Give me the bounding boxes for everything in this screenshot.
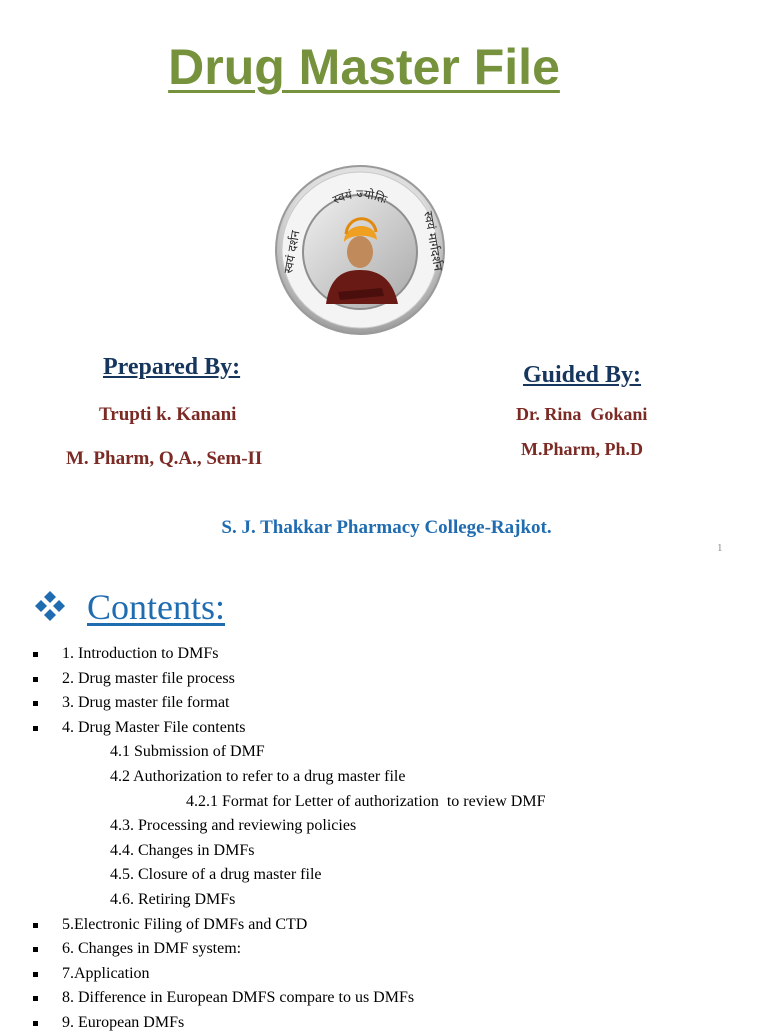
prepared-by-heading: Prepared By: — [103, 354, 241, 380]
college-emblem-logo — [274, 164, 446, 336]
contents-heading: Contents: — [87, 587, 226, 627]
square-bullet-icon — [33, 701, 38, 706]
toc-item-text: 4. Drug Master File contents — [62, 718, 246, 736]
toc-item — [0, 839, 768, 864]
toc-item-text: 7.Application — [62, 964, 150, 982]
toc-item — [0, 863, 768, 888]
toc-item-text: 4.2 Authorization to refer to a drug master file — [110, 767, 406, 785]
toc-item-text: 4.1 Submission of DMF — [110, 743, 265, 761]
college-name: S. J. Thakkar Pharmacy College-Rajkot. — [221, 517, 552, 538]
toc-item — [0, 888, 768, 913]
toc-item — [0, 1011, 768, 1036]
page-marker: 1 — [717, 542, 723, 554]
toc-item-text: 2. Drug master file process — [62, 669, 235, 687]
toc-item-text: 3. Drug master file format — [62, 694, 230, 712]
toc-item-text: 9. European DMFs — [62, 1013, 185, 1031]
guide-name: Dr. Rina Gokani — [516, 404, 648, 424]
toc-item — [0, 814, 768, 839]
toc-item — [0, 913, 768, 938]
square-bullet-icon — [33, 677, 38, 682]
toc-item-text: 4.2.1 Format for Letter of authorization to review DMF — [186, 792, 546, 810]
toc-item-text: 4.3. Processing and reviewing policies — [110, 817, 357, 835]
toc-item-text: 6. Changes in DMF system: — [62, 940, 242, 958]
toc-item — [0, 937, 768, 962]
toc-item-text: 8. Difference in European DMFS compare to us DMFs — [62, 989, 415, 1007]
logo-text-top: स्वयं ज्योतिः — [330, 186, 389, 207]
preparer-name: Trupti k. Kanani — [99, 404, 237, 425]
toc-item — [0, 765, 768, 790]
toc-item-text: 4.5. Closure of a drug master file — [110, 866, 322, 884]
logo-text-right: स्वयं मार्गदर्शन — [421, 210, 446, 272]
four-diamond-bullet-icon — [34, 590, 66, 622]
toc-item — [0, 691, 768, 716]
square-bullet-icon — [33, 726, 38, 731]
toc-item-text: 4.6. Retiring DMFs — [110, 890, 236, 908]
guided-by-heading: Guided By: — [523, 362, 642, 388]
toc-item — [0, 667, 768, 692]
square-bullet-icon — [33, 1021, 38, 1026]
square-bullet-icon — [33, 947, 38, 952]
toc-item — [0, 716, 768, 741]
toc-item — [0, 986, 768, 1011]
square-bullet-icon — [33, 923, 38, 928]
toc-item — [0, 962, 768, 987]
toc-item-text: 4.4. Changes in DMFs — [110, 841, 255, 859]
toc-item — [0, 790, 768, 815]
logo-text-left: स्वयं दर्शन — [281, 229, 303, 275]
document-title: Drug Master File — [168, 39, 560, 95]
square-bullet-icon — [33, 652, 38, 657]
guide-degree: M.Pharm, Ph.D — [521, 439, 643, 459]
square-bullet-icon — [33, 972, 38, 977]
toc-item-text: 1. Introduction to DMFs — [62, 645, 219, 662]
toc-item — [0, 740, 768, 765]
preparer-degree: M. Pharm, Q.A., Sem-II — [66, 448, 263, 469]
square-bullet-icon — [33, 996, 38, 1001]
toc-item-text: 5.Electronic Filing of DMFs and CTD — [62, 915, 308, 933]
table-of-contents — [0, 642, 768, 1036]
toc-item — [0, 642, 768, 667]
